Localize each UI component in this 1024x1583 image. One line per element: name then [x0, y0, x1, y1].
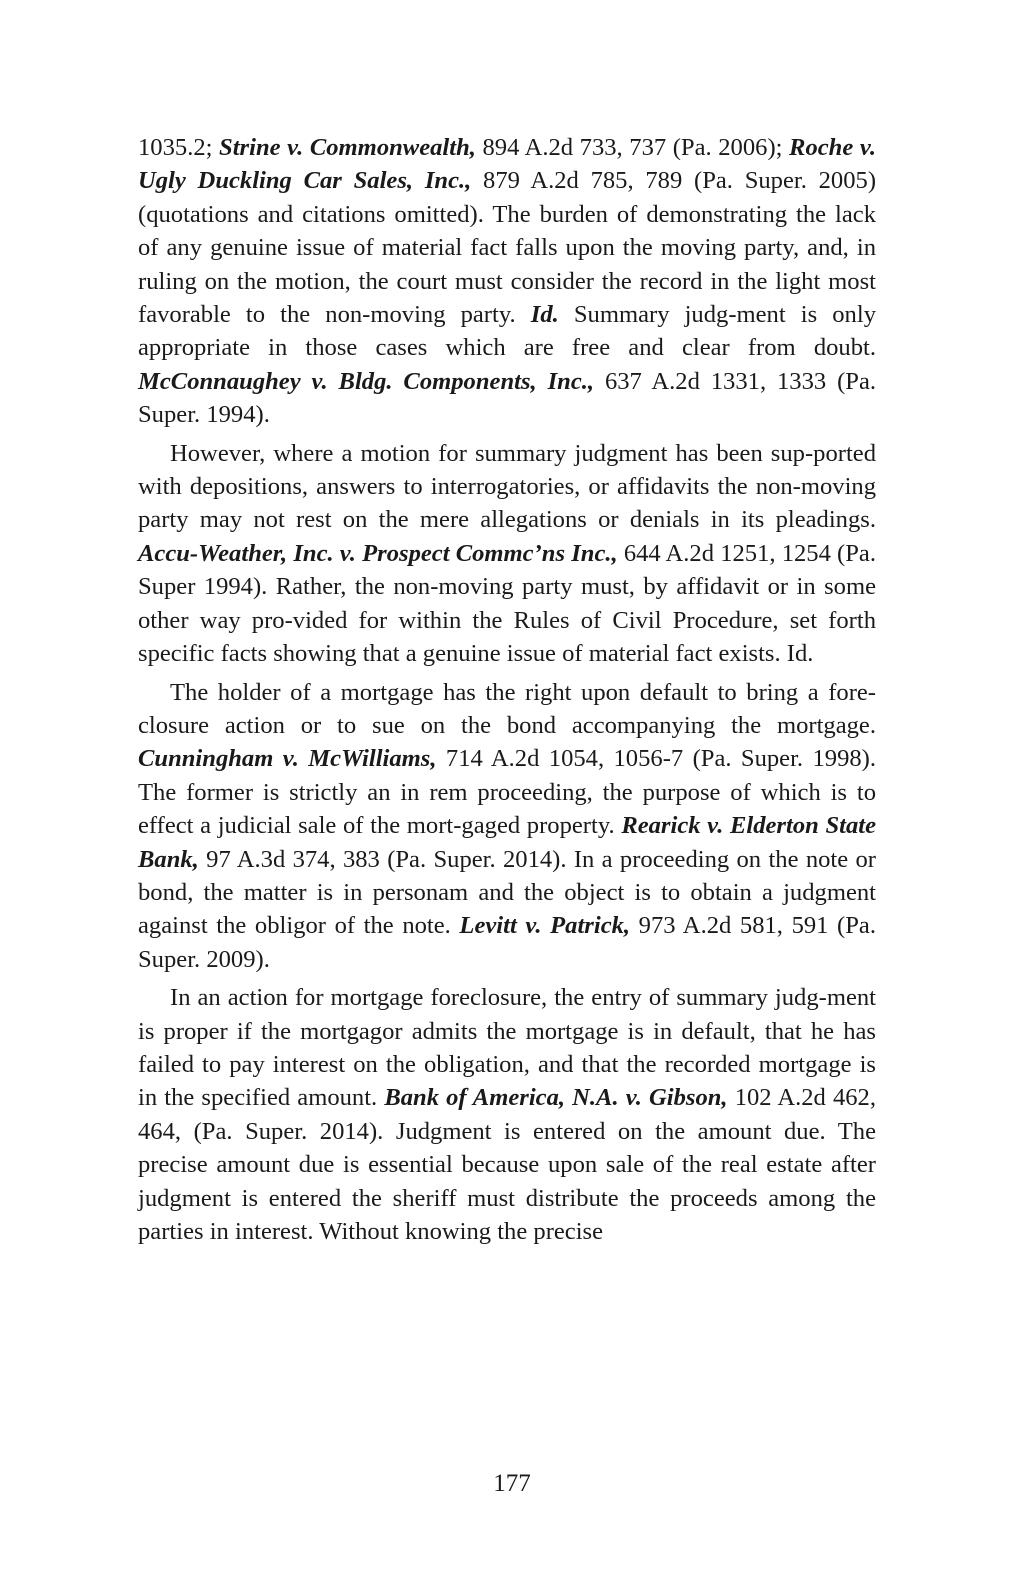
text-run: 714 A.2d 1054, 1056-7 (Pa. Super. 1998). The former is strictly an in rem proceeding, the purpose of which is to effect a judicial sale of the mort-gaged property. [138, 745, 877, 840]
case-citation: Strine v. Commonwealth, [219, 134, 476, 161]
case-citation: Cunningham v. McWilliams, [138, 745, 437, 773]
case-citation: Roche v. Ugly Duckling Car Sales, Inc., [138, 134, 876, 195]
case-citation: Id. [530, 301, 559, 329]
text-run: 102 A.2d 462, 464, (Pa. Super. 2014). Judgment is entered on the amount due. The precise amount due is essential because upon sale of the real estate after judgment is entered the sheriff must distribute the proceeds among the parties in interest. Without knowing the precise [138, 1084, 876, 1245]
text-run: However, where a motion for summary judgment has been sup-ported with depositions, answers to interrogatories, or affidavits the non-moving party may not rest on the mere allegations or denials in its pleadings. [138, 439, 876, 534]
case-citation: Levitt v. Patrick, [459, 912, 631, 940]
text-run: 973 A.2d 581, 591 (Pa. Super. 2009). [138, 912, 876, 973]
paragraph-3 [138, 676, 876, 977]
text-run: The holder of a mortgage has the right upon default to bring a fore-closure action or to sue on the bond accompanying the mortgage. [138, 678, 876, 739]
text-run: 644 A.2d 1251, 1254 (Pa. Super 1994). Rather, the non-moving party must, by affidavit or in some other way pro-vided for within the Rules of Civil Procedure, set forth specific facts showing that a genuine issue of material fact exists. Id. [138, 539, 876, 668]
case-citation: Bank of America, N.A. v. Gibson, [384, 1084, 728, 1112]
paragraph-2 [138, 437, 876, 671]
paragraph-4 [138, 981, 876, 1248]
text-run: 637 A.2d 1331, 1333 (Pa. Super. 1994). [138, 367, 877, 429]
text-run: 97 A.3d 374, 383 (Pa. Super. 2014). In a proceeding on the note or bond, the matter is in personam and the object is to obtain a judgment against the obligor of the note. [138, 845, 876, 940]
case-citation: McConnaughey v. Bldg. Components, Inc., [138, 367, 595, 395]
case-citation: Rearick v. Elderton State Bank, [138, 812, 877, 873]
case-citation: Accu-Weather, Inc. v. Prospect Commc’ns Inc., [138, 539, 618, 567]
paragraph-1 [138, 131, 876, 432]
text-run: In an action for mortgage foreclosure, the entry of summary judg-ment is proper if the mortgagor admits the mortgage is in default, that he has failed to pay interest on the obligation, and that the recorded mortgage is in the specified amount. [138, 984, 876, 1112]
text-run: Summary judg-ment is only appropriate in those cases which are free and clear from doubt. [138, 301, 876, 362]
text-run: 879 A.2d 785, 789 (Pa. Super. 2005) (quotations and citations omitted). The burden of demonstrating the lack of any genuine issue of material fact falls upon the moving party, and, in ruling on the motion, the court must consider the record in the light most favorable to the non-moving party. [138, 167, 877, 329]
page-number: 177 [493, 1470, 531, 1497]
text-run: 1035.2; [138, 134, 220, 161]
text-run: 894 A.2d 733, 737 (Pa. 2006); [475, 134, 790, 161]
body-text [138, 131, 876, 1248]
